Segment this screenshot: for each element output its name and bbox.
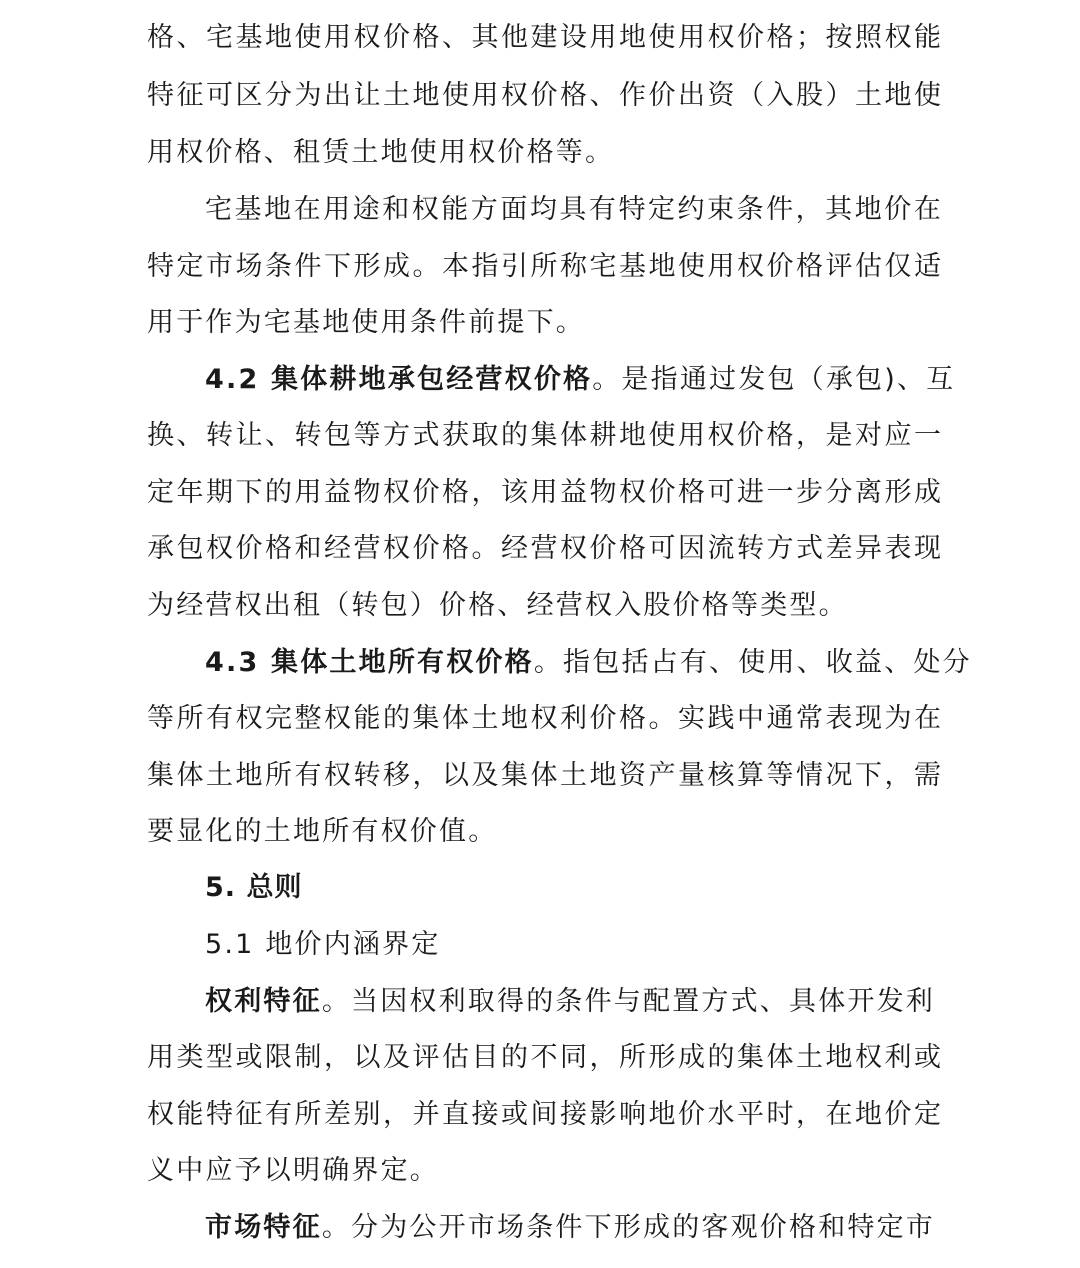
text-line: 等 所 有 权 完 整 权 能 的 集 体 土 地 权 利 价 格 。 实 践 中 通 常 表 现 为 在 — [147, 703, 941, 734]
text-line: 特 定 市 场 条 件 下 形 成 。 本 指 引 所 称 宅 基 地 使 用 权 价 格 评 估 仅 适 — [147, 251, 941, 282]
text-line: 用权价格、租赁土地使用权价格等。 — [147, 137, 615, 168]
section-4-3-title: 4.3 集体土地所有权价格 — [205, 647, 534, 678]
text-line: 义中应予以明确界定。 — [147, 1155, 439, 1186]
section-4-3-first-line — [205, 643, 972, 683]
text-line: 用于作为宅基地使用条件前提下。 — [147, 307, 585, 338]
text-line: 承 包 权 价 格 和 经 营 权 价 格 。 经 营 权 价 格 可 因 流 转 方 式 差 异 表 现 — [147, 533, 941, 564]
section-4-2-first-line — [205, 360, 956, 400]
paragraph-first-line: 宅 基 地 在 用 途 和 权 能 方 面 均 具 有 特 定 约 束 条 件 ， 其 地 价 在 — [205, 194, 941, 225]
rights-feature-title: 权利特征 — [205, 986, 322, 1017]
market-feature-title: 市场特征 — [205, 1212, 322, 1243]
text-line: 用 类 型 或 限 制 ， 以 及 评 估 目 的 不 同 ， 所 形 成 的 集 体 土 地 权 利 或 — [147, 1042, 941, 1073]
text-line: 定 年 期 下 的 用 益 物 权 价 格 ， 该 用 益 物 权 价 格 可 进 一 步 分 离 形 成 — [147, 477, 941, 508]
text-line: 特 征 可 区 分 为 出 让 土 地 使 用 权 价 格 、 作 价 出 资 （ 入 股 ） 土 地 使 — [147, 80, 941, 111]
market-paragraph-first-line — [205, 1208, 941, 1248]
rights-feature-text: 。当因权利取得的条件与配置方式、具体开发利 — [321, 986, 936, 1017]
text-line: 权 能 特 征 有 所 差 别 ， 并 直 接 或 间 接 影 响 地 价 水 平 时 ， 在 地 价 定 — [147, 1099, 941, 1130]
market-feature-text: 。分为公开市场条件下形成的客观价格和特定市 — [321, 1212, 936, 1243]
text-line: 换 、 转 让 、 转 包 等 方 式 获 取 的 集 体 耕 地 使 用 权 价 格 ， 是 对 应 一 — [147, 420, 941, 451]
text-line: 要显化的土地所有权价值。 — [147, 816, 498, 847]
section-4-3-text: 。指包括占有、使用、收益、处分 — [533, 647, 972, 678]
text-line: 为经营权出租（转包）价格、经营权入股价格等类型。 — [147, 590, 848, 621]
section-5-1-heading: 5.1 地价内涵界定 — [205, 929, 441, 960]
section-4-2-title: 4.2 集体耕地承包经营权价格 — [205, 364, 593, 395]
text-line: 集 体 土 地 所 有 权 转 移 ， 以 及 集 体 土 地 资 产 量 核 算 等 情 况 下 ， 需 — [147, 760, 941, 791]
section-4-2-text: 。是指通过发包（承包)、互 — [592, 364, 956, 395]
section-5-heading: 5. 总则 — [205, 872, 303, 903]
rights-paragraph-first-line — [205, 982, 941, 1022]
text-line: 格 、 宅 基 地 使 用 权 价 格 、 其 他 建 设 用 地 使 用 权 价 格 ； 按 照 权 能 — [147, 22, 941, 53]
